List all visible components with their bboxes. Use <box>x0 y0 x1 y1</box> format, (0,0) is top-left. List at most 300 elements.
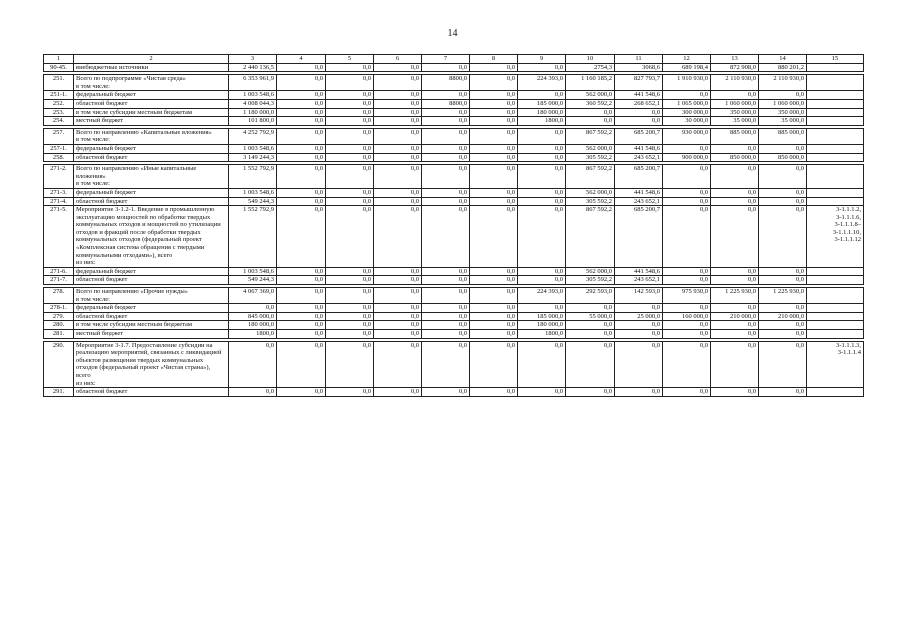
amount-cell: 0,0 <box>711 388 759 397</box>
column-number-header: 5 <box>326 55 374 64</box>
amount-cell: 1 160 185,2 <box>566 75 615 91</box>
amount-cell: 880 201,2 <box>759 63 807 72</box>
amount-cell: 185 000,0 <box>518 99 566 108</box>
amount-cell: 350 000,0 <box>711 108 759 117</box>
row-number: 278-1. <box>44 304 74 313</box>
table-row <box>44 341 864 388</box>
amount-cell: 0,0 <box>518 128 566 144</box>
row-number: 251-1. <box>44 91 74 100</box>
row-number: 90-45. <box>44 63 74 72</box>
amount-cell: 0,0 <box>759 188 807 197</box>
amount-cell: 975 930,0 <box>663 288 711 304</box>
row-label: Всего по подпрограмме «Чистая среда» в том числе: <box>74 75 229 91</box>
amount-cell: 0,0 <box>759 321 807 330</box>
amount-cell: 6 353 961,9 <box>229 75 277 91</box>
amount-cell: 0,0 <box>711 165 759 189</box>
amount-cell: 0,0 <box>229 341 277 388</box>
amount-cell: 0,0 <box>663 341 711 388</box>
amount-cell: 0,0 <box>470 144 518 153</box>
amount-cell: 1 552 792,9 <box>229 165 277 189</box>
amount-cell: 0,0 <box>663 197 711 206</box>
amount-cell: 0,0 <box>470 188 518 197</box>
amount-cell: 885 000,0 <box>759 128 807 144</box>
row-label: местный бюджет <box>74 117 229 126</box>
amount-cell: 305 592,2 <box>566 153 615 162</box>
amount-cell: 0,0 <box>374 108 422 117</box>
amount-cell: 0,0 <box>277 63 326 72</box>
amount-cell: 0,0 <box>422 288 470 304</box>
amount-cell: 685 200,7 <box>615 128 663 144</box>
target-codes <box>807 108 864 117</box>
amount-cell: 0,0 <box>326 330 374 339</box>
amount-cell: 1 003 548,6 <box>229 91 277 100</box>
target-codes <box>807 312 864 321</box>
amount-cell: 0,0 <box>711 206 759 268</box>
amount-cell: 0,0 <box>422 330 470 339</box>
row-label: областной бюджет <box>74 388 229 397</box>
amount-cell: 0,0 <box>277 128 326 144</box>
column-number-header: 14 <box>759 55 807 64</box>
amount-cell: 549 244,3 <box>229 197 277 206</box>
amount-cell: 0,0 <box>374 267 422 276</box>
amount-cell: 0,0 <box>470 206 518 268</box>
amount-cell: 0,0 <box>566 108 615 117</box>
target-codes <box>807 267 864 276</box>
amount-cell: 0,0 <box>518 388 566 397</box>
amount-cell: 30 000,0 <box>663 117 711 126</box>
amount-cell: 0,0 <box>422 304 470 313</box>
target-codes <box>807 276 864 285</box>
table-row <box>44 206 864 268</box>
amount-cell: 0,0 <box>374 197 422 206</box>
amount-cell: 0,0 <box>374 341 422 388</box>
row-label: Всего по направлению «Прочие нужды» в том числе: <box>74 288 229 304</box>
amount-cell: 0,0 <box>422 128 470 144</box>
table-row <box>44 108 864 117</box>
row-label: Всего по направлению «Капитальные вложения» в том числе: <box>74 128 229 144</box>
amount-cell: 0,0 <box>326 312 374 321</box>
amount-cell: 0,0 <box>374 91 422 100</box>
amount-cell: 0,0 <box>518 153 566 162</box>
amount-cell: 0,0 <box>759 144 807 153</box>
column-number-header: 12 <box>663 55 711 64</box>
amount-cell: 0,0 <box>518 206 566 268</box>
amount-cell: 0,0 <box>470 197 518 206</box>
amount-cell: 350 000,0 <box>759 108 807 117</box>
amount-cell: 0,0 <box>518 188 566 197</box>
amount-cell: 441 548,6 <box>615 267 663 276</box>
amount-cell: 441 548,6 <box>615 144 663 153</box>
amount-cell: 305 592,2 <box>566 197 615 206</box>
amount-cell: 0,0 <box>422 276 470 285</box>
amount-cell: 562 000,0 <box>566 91 615 100</box>
amount-cell: 210 000,0 <box>711 312 759 321</box>
amount-cell: 0,0 <box>422 144 470 153</box>
amount-cell: 0,0 <box>422 153 470 162</box>
table-row <box>44 321 864 330</box>
table-row <box>44 288 864 304</box>
amount-cell: 0,0 <box>374 75 422 91</box>
amount-cell: 441 548,6 <box>615 188 663 197</box>
amount-cell: 0,0 <box>374 165 422 189</box>
amount-cell: 0,0 <box>470 321 518 330</box>
amount-cell: 0,0 <box>615 108 663 117</box>
table-body <box>44 55 864 397</box>
row-number: 281. <box>44 330 74 339</box>
row-number: 251. <box>44 75 74 91</box>
amount-cell: 0,0 <box>518 276 566 285</box>
amount-cell: 0,0 <box>663 321 711 330</box>
amount-cell: 224 393,0 <box>518 288 566 304</box>
amount-cell: 441 548,6 <box>615 91 663 100</box>
amount-cell: 0,0 <box>566 304 615 313</box>
amount-cell: 1 003 548,6 <box>229 188 277 197</box>
row-label: областной бюджет <box>74 197 229 206</box>
amount-cell: 0,0 <box>326 91 374 100</box>
amount-cell: 0,0 <box>566 341 615 388</box>
amount-cell: 0,0 <box>422 165 470 189</box>
amount-cell: 1800,0 <box>229 330 277 339</box>
amount-cell: 0,0 <box>374 276 422 285</box>
amount-cell: 4 008 044,3 <box>229 99 277 108</box>
amount-cell: 224 393,0 <box>518 75 566 91</box>
amount-cell: 0,0 <box>518 91 566 100</box>
amount-cell: 0,0 <box>663 276 711 285</box>
table-row <box>44 99 864 108</box>
amount-cell: 0,0 <box>518 144 566 153</box>
amount-cell: 0,0 <box>277 312 326 321</box>
amount-cell: 243 652,1 <box>615 276 663 285</box>
amount-cell: 0,0 <box>422 188 470 197</box>
amount-cell: 0,0 <box>518 197 566 206</box>
amount-cell: 0,0 <box>470 91 518 100</box>
amount-cell: 8800,0 <box>422 75 470 91</box>
target-codes <box>807 117 864 126</box>
amount-cell: 0,0 <box>422 108 470 117</box>
amount-cell: 0,0 <box>422 206 470 268</box>
amount-cell: 0,0 <box>663 165 711 189</box>
column-number-header: 8 <box>470 55 518 64</box>
column-number-header: 1 <box>44 55 74 64</box>
amount-cell: 0,0 <box>470 276 518 285</box>
target-codes <box>807 330 864 339</box>
target-codes <box>807 188 864 197</box>
target-codes <box>807 288 864 304</box>
amount-cell: 0,0 <box>470 341 518 388</box>
amount-cell: 0,0 <box>326 321 374 330</box>
amount-cell: 0,0 <box>663 91 711 100</box>
amount-cell: 0,0 <box>663 388 711 397</box>
amount-cell: 0,0 <box>615 388 663 397</box>
amount-cell: 0,0 <box>422 388 470 397</box>
amount-cell: 2 110 930,0 <box>711 75 759 91</box>
amount-cell: 549 244,3 <box>229 276 277 285</box>
table-row <box>44 267 864 276</box>
amount-cell: 4 067 369,0 <box>229 288 277 304</box>
target-codes <box>807 165 864 189</box>
amount-cell: 0,0 <box>759 304 807 313</box>
amount-cell: 0,0 <box>518 304 566 313</box>
amount-cell: 0,0 <box>663 330 711 339</box>
target-codes <box>807 99 864 108</box>
amount-cell: 0,0 <box>663 188 711 197</box>
budget-table <box>43 54 864 397</box>
table-row <box>44 153 864 162</box>
amount-cell: 4 252 792,9 <box>229 128 277 144</box>
amount-cell: 0,0 <box>566 388 615 397</box>
amount-cell: 0,0 <box>374 144 422 153</box>
amount-cell: 1800,0 <box>518 117 566 126</box>
amount-cell: 0,0 <box>374 304 422 313</box>
amount-cell: 0,0 <box>711 276 759 285</box>
amount-cell: 0,0 <box>326 188 374 197</box>
amount-cell: 0,0 <box>374 388 422 397</box>
amount-cell: 300 000,0 <box>663 108 711 117</box>
table-row <box>44 188 864 197</box>
row-number: 271-3. <box>44 188 74 197</box>
amount-cell: 0,0 <box>422 63 470 72</box>
row-number: 252. <box>44 99 74 108</box>
amount-cell: 360 592,2 <box>566 99 615 108</box>
amount-cell: 685 200,7 <box>615 206 663 268</box>
amount-cell: 0,0 <box>759 341 807 388</box>
column-number-header: 6 <box>374 55 422 64</box>
row-label: областной бюджет <box>74 312 229 321</box>
amount-cell: 0,0 <box>277 267 326 276</box>
target-codes <box>807 388 864 397</box>
amount-cell: 0,0 <box>277 188 326 197</box>
amount-cell: 0,0 <box>277 206 326 268</box>
amount-cell: 0,0 <box>711 91 759 100</box>
amount-cell: 0,0 <box>663 206 711 268</box>
amount-cell: 3068,6 <box>615 63 663 72</box>
amount-cell: 1 060 000,0 <box>759 99 807 108</box>
amount-cell: 1 225 930,0 <box>759 288 807 304</box>
row-number: 280. <box>44 321 74 330</box>
amount-cell: 0,0 <box>711 341 759 388</box>
table-row <box>44 75 864 91</box>
amount-cell: 35 000,0 <box>759 117 807 126</box>
amount-cell: 850 000,0 <box>711 153 759 162</box>
amount-cell: 101 800,0 <box>229 117 277 126</box>
amount-cell: 0,0 <box>759 330 807 339</box>
target-codes <box>807 144 864 153</box>
amount-cell: 2754,3 <box>566 63 615 72</box>
amount-cell: 1 910 930,0 <box>663 75 711 91</box>
amount-cell: 0,0 <box>615 304 663 313</box>
row-label: областной бюджет <box>74 99 229 108</box>
table-row <box>44 330 864 339</box>
amount-cell: 562 000,0 <box>566 144 615 153</box>
amount-cell: 867 592,2 <box>566 128 615 144</box>
amount-cell: 0,0 <box>615 341 663 388</box>
amount-cell: 0,0 <box>374 117 422 126</box>
column-number-header: 13 <box>711 55 759 64</box>
amount-cell: 185 000,0 <box>518 312 566 321</box>
amount-cell: 0,0 <box>470 99 518 108</box>
amount-cell: 562 000,0 <box>566 267 615 276</box>
amount-cell: 0,0 <box>326 197 374 206</box>
amount-cell: 0,0 <box>277 153 326 162</box>
row-number: 271-7. <box>44 276 74 285</box>
amount-cell: 0,0 <box>711 197 759 206</box>
amount-cell: 0,0 <box>277 341 326 388</box>
column-number-header: 9 <box>518 55 566 64</box>
amount-cell: 0,0 <box>711 144 759 153</box>
amount-cell: 243 652,1 <box>615 153 663 162</box>
amount-cell: 0,0 <box>711 188 759 197</box>
amount-cell: 292 593,0 <box>566 288 615 304</box>
amount-cell: 0,0 <box>663 267 711 276</box>
target-codes <box>807 75 864 91</box>
page-number: 14 <box>447 28 458 39</box>
table-row <box>44 63 864 72</box>
amount-cell: 0,0 <box>374 128 422 144</box>
amount-cell: 0,0 <box>277 108 326 117</box>
amount-cell: 35 000,0 <box>711 117 759 126</box>
amount-cell: 0,0 <box>326 165 374 189</box>
table-row <box>44 91 864 100</box>
amount-cell: 845 000,0 <box>229 312 277 321</box>
amount-cell: 900 000,0 <box>663 153 711 162</box>
amount-cell: 180 000,0 <box>518 108 566 117</box>
amount-cell: 0,0 <box>374 206 422 268</box>
row-number: 257-1. <box>44 144 74 153</box>
target-codes <box>807 63 864 72</box>
column-number-header: 15 <box>807 55 864 64</box>
amount-cell: 0,0 <box>422 91 470 100</box>
row-label: внебюджетные источники <box>74 63 229 72</box>
amount-cell: 0,0 <box>326 206 374 268</box>
amount-cell: 160 000,0 <box>663 312 711 321</box>
amount-cell: 1 065 000,0 <box>663 99 711 108</box>
table-row <box>44 144 864 153</box>
amount-cell: 0,0 <box>518 341 566 388</box>
amount-cell: 0,0 <box>326 341 374 388</box>
amount-cell: 3 149 244,3 <box>229 153 277 162</box>
column-number-header: 11 <box>615 55 663 64</box>
amount-cell: 685 200,7 <box>615 165 663 189</box>
target-codes <box>807 197 864 206</box>
table-row <box>44 117 864 126</box>
amount-cell: 2 110 930,0 <box>759 75 807 91</box>
amount-cell: 1 552 792,9 <box>229 206 277 268</box>
amount-cell: 0,0 <box>470 388 518 397</box>
row-number: 279. <box>44 312 74 321</box>
row-label: областной бюджет <box>74 276 229 285</box>
row-number: 291. <box>44 388 74 397</box>
amount-cell: 0,0 <box>326 153 374 162</box>
row-label: в том числе субсидии местным бюджетам <box>74 108 229 117</box>
target-codes: 3-1.1.1.2, 3-1.1.1.6, 3-1.1.1.8– 3-1.1.1.10, 3-1.1.1.12 <box>807 206 864 268</box>
amount-cell: 827 793,7 <box>615 75 663 91</box>
amount-cell: 0,0 <box>470 128 518 144</box>
amount-cell: 0,0 <box>326 267 374 276</box>
target-codes <box>807 321 864 330</box>
amount-cell: 930 000,0 <box>663 128 711 144</box>
amount-cell: 0,0 <box>229 304 277 313</box>
amount-cell: 0,0 <box>422 117 470 126</box>
row-number: 254. <box>44 117 74 126</box>
amount-cell: 0,0 <box>422 312 470 321</box>
amount-cell: 885 000,0 <box>711 128 759 144</box>
amount-cell: 0,0 <box>326 128 374 144</box>
amount-cell: 0,0 <box>615 330 663 339</box>
amount-cell: 0,0 <box>566 330 615 339</box>
amount-cell: 142 593,0 <box>615 288 663 304</box>
amount-cell: 0,0 <box>422 267 470 276</box>
target-codes <box>807 91 864 100</box>
table-row <box>44 312 864 321</box>
row-number: 257. <box>44 128 74 144</box>
row-label: Мероприятие 3-1.7. Предоставление субсидии на реализацию мероприятий, связанных с ликвидацией объектов размещения твердых коммунальных отходов (федеральный проект «Чистая страна»), всего из них: <box>74 341 229 388</box>
amount-cell: 55 000,0 <box>566 312 615 321</box>
row-label: Мероприятие 3-1.2-1. Введение в промышленную эксплуатацию мощностей по обработке твердых коммунальных отходов и мощностей по утилизации отходов и фракций после обработки твердых коммунальных отходов (федеральный проект «Комплексная система обращения с твердыми коммунальными отходами»), всего из них: <box>74 206 229 268</box>
amount-cell: 0,0 <box>518 165 566 189</box>
amount-cell: 0,0 <box>277 304 326 313</box>
amount-cell: 0,0 <box>711 304 759 313</box>
row-label: федеральный бюджет <box>74 188 229 197</box>
amount-cell: 0,0 <box>470 312 518 321</box>
row-label: федеральный бюджет <box>74 267 229 276</box>
amount-cell: 0,0 <box>229 388 277 397</box>
column-number-header: 3 <box>229 55 277 64</box>
row-label: Всего по направлению «Иные капитальные вложения» в том числе: <box>74 165 229 189</box>
column-number-row <box>44 55 864 64</box>
row-label: федеральный бюджет <box>74 304 229 313</box>
amount-cell: 0,0 <box>518 63 566 72</box>
table-row <box>44 304 864 313</box>
amount-cell: 0,0 <box>277 91 326 100</box>
table-row <box>44 276 864 285</box>
amount-cell: 0,0 <box>422 321 470 330</box>
amount-cell: 0,0 <box>374 99 422 108</box>
amount-cell: 243 652,1 <box>615 197 663 206</box>
amount-cell: 0,0 <box>326 108 374 117</box>
amount-cell: 850 000,0 <box>759 153 807 162</box>
row-label: федеральный бюджет <box>74 91 229 100</box>
row-number: 271-5. <box>44 206 74 268</box>
amount-cell: 0,0 <box>470 165 518 189</box>
amount-cell: 305 592,2 <box>566 276 615 285</box>
table-row <box>44 128 864 144</box>
amount-cell: 0,0 <box>759 276 807 285</box>
table-row <box>44 165 864 189</box>
amount-cell: 0,0 <box>470 330 518 339</box>
amount-cell: 0,0 <box>326 99 374 108</box>
amount-cell: 0,0 <box>326 388 374 397</box>
amount-cell: 0,0 <box>374 63 422 72</box>
amount-cell: 867 592,2 <box>566 206 615 268</box>
amount-cell: 0,0 <box>470 75 518 91</box>
row-label: областной бюджет <box>74 153 229 162</box>
amount-cell: 1 225 930,0 <box>711 288 759 304</box>
amount-cell: 0,0 <box>374 330 422 339</box>
column-number-header: 2 <box>74 55 229 64</box>
amount-cell: 0,0 <box>277 288 326 304</box>
amount-cell: 0,0 <box>326 304 374 313</box>
amount-cell: 0,0 <box>277 388 326 397</box>
amount-cell: 872 908,0 <box>711 63 759 72</box>
amount-cell: 2 440 136,5 <box>229 63 277 72</box>
amount-cell: 0,0 <box>374 312 422 321</box>
amount-cell: 180 000,0 <box>229 321 277 330</box>
amount-cell: 0,0 <box>277 321 326 330</box>
amount-cell: 0,0 <box>470 153 518 162</box>
amount-cell: 0,0 <box>374 288 422 304</box>
amount-cell: 0,0 <box>566 117 615 126</box>
amount-cell: 0,0 <box>470 288 518 304</box>
